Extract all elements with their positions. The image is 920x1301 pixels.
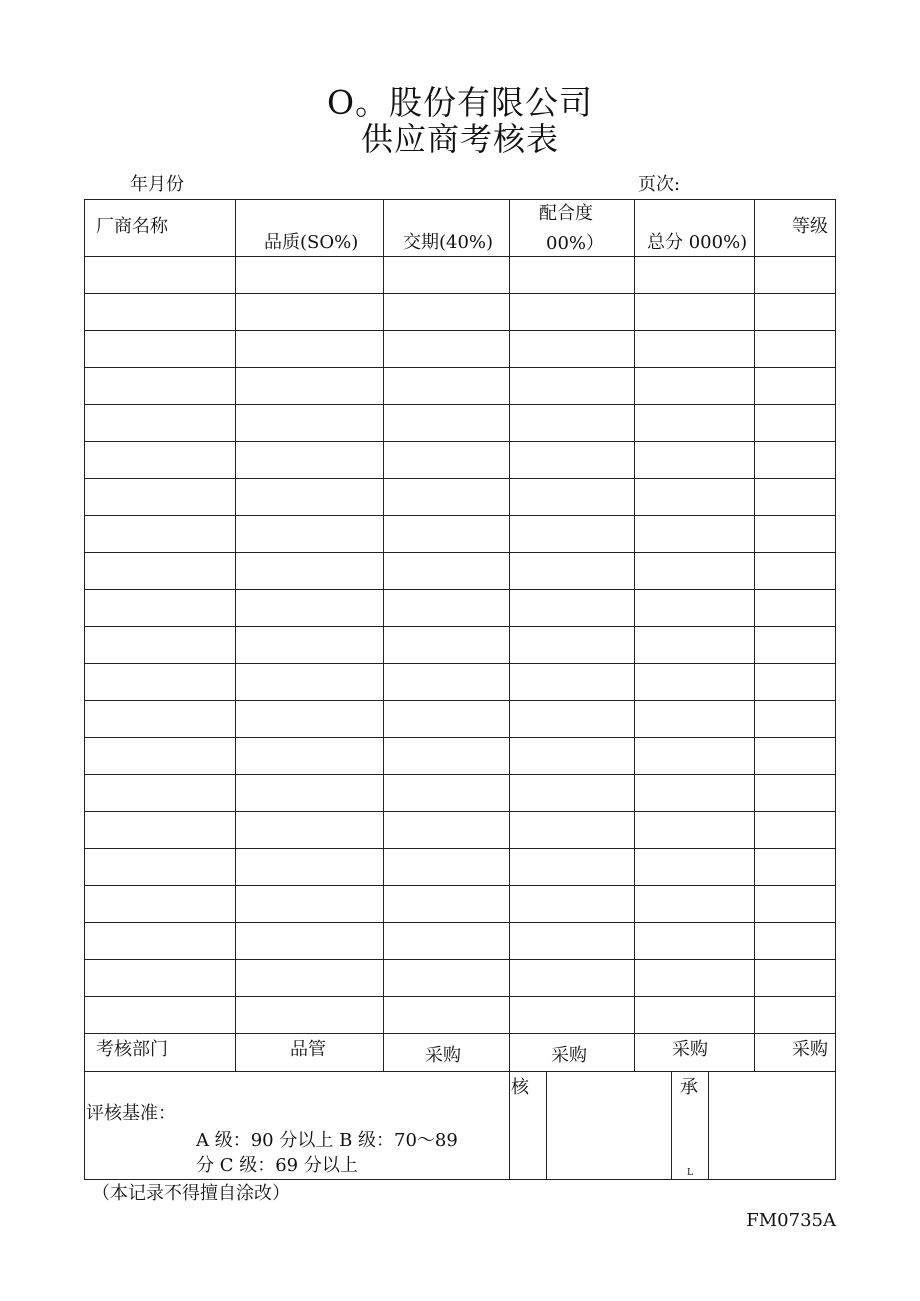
row-line-8 [84,552,836,553]
table-border-bottom [84,1179,836,1180]
row-line-20 [84,996,836,997]
table-border-top [84,199,836,200]
header-total-score: 总分 000%) [647,232,748,253]
small-mark: L [687,1168,693,1178]
row-line-9 [84,589,836,590]
row-line-1 [84,293,836,294]
row-line-12 [84,700,836,701]
header-grade: 等级 [792,216,828,237]
review-label: 核 [511,1077,529,1098]
department-row-bottom-line [84,1071,836,1072]
row-line-2 [84,330,836,331]
header-quality: 品质(SO%) [264,232,359,253]
header-delivery: 交期(40%) [403,232,494,253]
row-line-18 [84,922,836,923]
header-bottom-line [84,256,836,257]
row-line-15 [84,811,836,812]
handler-right-line [708,1071,709,1180]
column-line-4 [634,199,635,1072]
column-line-3 [509,199,510,1072]
row-line-4 [84,404,836,405]
row-line-5 [84,441,836,442]
department-cooperation: 采购 [551,1045,587,1066]
column-line-2 [383,199,384,1072]
criteria-right-line [509,1071,510,1180]
department-delivery: 采购 [425,1045,461,1066]
row-line-11 [84,663,836,664]
form-code: FM0735A [746,1210,836,1231]
row-line-21 [84,1033,836,1034]
row-line-14 [84,774,836,775]
department-quality: 品管 [290,1039,326,1060]
header-cooperation-weight: 00%） [546,233,605,254]
column-line-5 [754,199,755,1072]
row-line-10 [84,626,836,627]
department-total: 采购 [672,1039,708,1060]
department-grade: 采购 [792,1039,828,1060]
department-row-label: 考核部门 [96,1039,168,1060]
row-line-19 [84,959,836,960]
footer-note: （本记录不得擅自涂改） [92,1183,290,1204]
handler-label: 承 [680,1077,698,1098]
company-title: O。股份有限公司 [326,83,594,122]
form-title: 供应商考核表 [360,120,559,158]
criteria-line-1: A 级：90 分以上 B 级：70～89 [196,1130,458,1151]
row-line-17 [84,885,836,886]
row-line-16 [84,848,836,849]
criteria-line-2: 分 C 级：69 分以上 [196,1155,358,1176]
row-line-6 [84,478,836,479]
row-line-3 [84,367,836,368]
row-line-7 [84,515,836,516]
review-box-line [546,1071,547,1180]
page-label: 页次: [638,174,681,195]
header-cooperation: 配合度 [539,203,593,224]
column-line-1 [235,199,236,1072]
period-label: 年月份 [130,174,184,195]
handler-left-line [671,1071,672,1180]
criteria-title: 评核基准： [86,1103,176,1124]
header-vendor: 厂商名称 [96,216,168,237]
row-line-13 [84,737,836,738]
supplier-evaluation-table [84,199,836,1180]
